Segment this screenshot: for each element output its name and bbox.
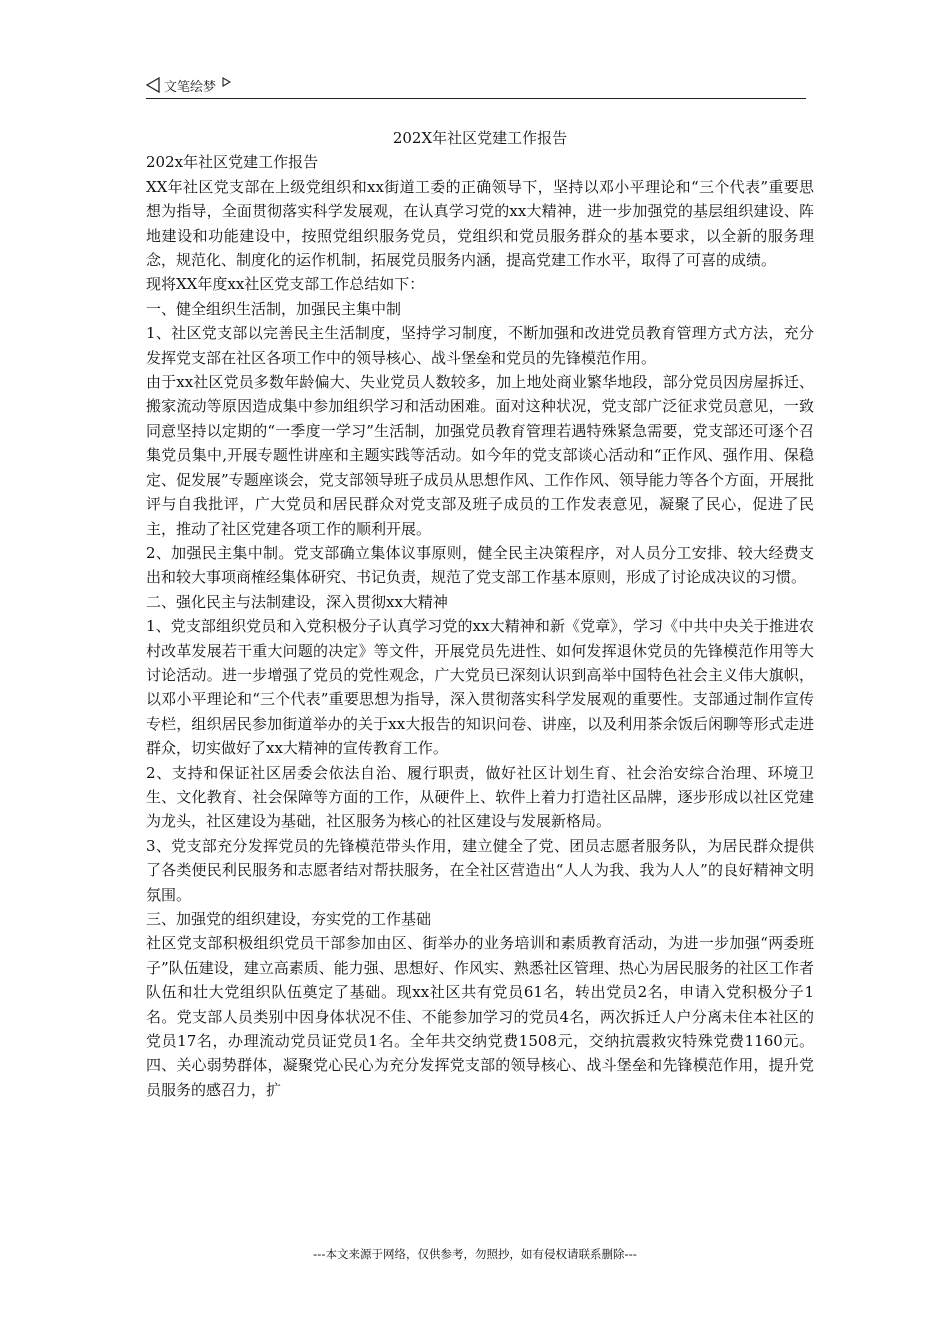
section-heading: 三、加强党的组织建设，夯实党的工作基础 bbox=[146, 910, 432, 928]
footer-notice: ---本文来源于网络，仅供参考，勿照抄，如有侵权请联系删除--- bbox=[313, 1247, 637, 1261]
section-heading: 一、健全组织生活制，加强民主集中制 bbox=[146, 299, 402, 318]
triangle-right-outline-icon bbox=[222, 77, 231, 87]
paragraph: 社区党支部积极组织党员干部参加由区、街举办的业务培训和素质教育活动，为进一步加强“两委班子”队伍建设，建立高素质、能力强、思想好、作风实、熟悉社区管理、热心为居民服务的社区工作者队伍和壮大党组织队伍奠定了基础。现xx社区共有党员61名，转出党员2名，申请入党积极分子1名。党支部人员类别中因身体状况不佳、不能参加学习的党员4名，两次拆迁人户分离未住本社区的党员17名，办理流动党员证党员1名。全年共交纳党费1508元，交纳抗震救灾特殊党费1160元。四、关心弱势群体，凝聚党心民心为充分发挥党支部的领导核心、战斗堡垒和先锋模范作用，提升党员服务的感召力，扩 bbox=[146, 934, 814, 1099]
paragraph: XX年社区党支部在上级党组织和xx街道工委的正确领导下，坚持以邓小平理论和“三个代表”重要思想为指导，全面贯彻落实科学发展观，在认真学习党的xx大精神，进一步加强党的基层组织建设、阵地建设和功能建设中，按照党组织服务党员，党组织和党员服务群众的基本要求，以全新的服务理念，规范化、制度化的运作机制，拓展党员服务内涵，提高党建工作水平，取得了可喜的成绩。 bbox=[146, 177, 814, 270]
document-body bbox=[146, 126, 814, 1102]
page-header bbox=[146, 74, 806, 99]
paragraph: 2、支持和保证社区居委会依法自治、履行职责，做好社区计划生育、社会治安综合治理、环境卫生、文化教育、社会保障等方面的工作，从硬件上、软件上着力打造社区品牌，逐步形成以社区党建为龙头，社区建设为基础，社区服务为核心的社区建设与发展新格局。 bbox=[146, 763, 814, 831]
document-title: 202X年社区党建工作报告 bbox=[392, 129, 568, 147]
paragraph: 202x年社区党建工作报告 bbox=[146, 153, 319, 172]
brand-name: 文笔绘梦 bbox=[164, 79, 217, 95]
triangle-left-outline-icon bbox=[146, 77, 160, 93]
paragraph: 1、社区党支部以完善民主生活制度，坚持学习制度，不断加强和改进党员教育管理方式方法，充分发挥党支部在社区各项工作中的领导核心、战斗堡垒和党员的先锋模范作用。 bbox=[146, 324, 814, 367]
paragraph: 1、党支部组织党员和入党积极分子认真学习党的xx大精神和新《党章》，学习《中共中央关于推进农村改革发展若干重大问题的决定》等文件，开展党员先进性、如何发挥退休党员的先锋模范作用等大讨论活动。进一步增强了党员的党性观念，广大党员已深刻认识到高举中国特色社会主义伟大旗帜，以邓小平理论和“三个代表”重要思想为指导，深入贯彻落实科学发展观的重要性。支部通过制作宣传专栏，组织居民参加街道举办的关于xx大报告的知识问卷、讲座，以及利用茶余饭后闲聊等形式走进群众，切实做好了xx大精神的宣传教育工作。 bbox=[146, 617, 814, 758]
paragraph: 3、党支部充分发挥党员的先锋模范带头作用，建立健全了党、团员志愿者服务队，为居民群众提供了各类便民利民服务和志愿者结对帮扶服务，在全社区营造出“人人为我、我为人人”的良好精神文明氛围。 bbox=[146, 836, 814, 904]
paragraph: 现将XX年度xx社区党支部工作总结如下： bbox=[146, 275, 425, 294]
paragraph: 由于xx社区党员多数年龄偏大、失业党员人数较多，加上地处商业繁华地段，部分党员因房屋拆迁、搬家流动等原因造成集中参加组织学习和活动困难。面对这种状况，党支部广泛征求党员意见，一致同意坚持以定期的“一季度一学习”生活制，加强党员教育管理若遇特殊紧急需要，党支部还可逐个召集党员集中,开展专题性讲座和主题实践等活动。如今年的党支部谈心活动和“正作风、强作用、保稳定、促发展”专题座谈会，党支部领导班子成员从思想作风、工作作风、领导能力等各个方面，开展批评与自我批评，广大党员和居民群众对党支部及班子成员的工作发表意见，凝聚了民心，促进了民主，推动了社区党建各项工作的顺利开展。 bbox=[146, 373, 814, 538]
brand bbox=[146, 74, 231, 96]
section-heading: 二、强化民主与法制建设，深入贯彻xx大精神 bbox=[146, 592, 448, 611]
paragraph: 2、加强民主集中制。党支部确立集体议事原则，健全民主决策程序，对人员分工安排、较大经费支出和较大事项商榷经集体研究、书记负责，规范了党支部工作基本原则，形成了讨论成决议的习惯。 bbox=[146, 543, 814, 587]
